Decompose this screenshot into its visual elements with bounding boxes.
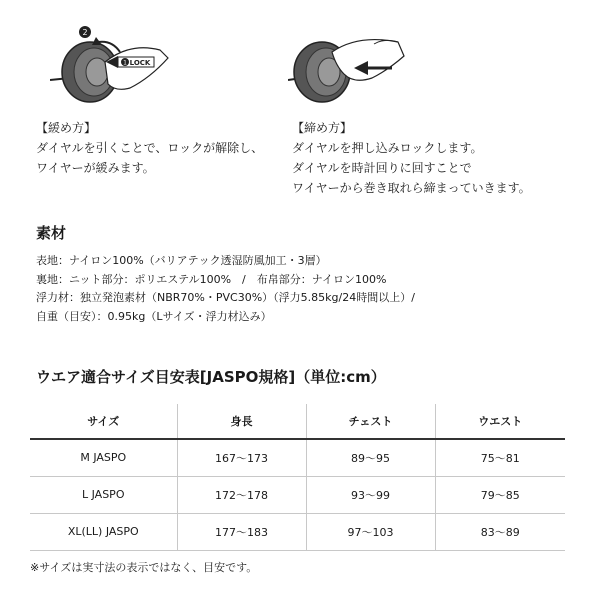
cell-size: XL(LL) JASPO <box>30 513 177 550</box>
header-size: サイズ <box>30 404 177 439</box>
header-chest: チェスト <box>306 404 435 439</box>
cell-chest: 97〜103 <box>306 513 435 550</box>
cell-waist: 83〜89 <box>435 513 565 550</box>
material-heading: 素材 <box>36 224 67 242</box>
lock-label: LOCK <box>129 59 151 67</box>
material-list <box>36 252 415 326</box>
material-line-outer: 表地：ナイロン100%（バリアテック透湿防風加工・3層） <box>36 254 327 267</box>
cell-chest: 93〜99 <box>306 476 435 513</box>
dial-loosen-illustration <box>50 22 180 112</box>
loosen-instructions <box>36 118 263 178</box>
cell-height: 172〜178 <box>177 476 306 513</box>
cell-waist: 75〜81 <box>435 439 565 476</box>
cell-height: 177〜183 <box>177 513 306 550</box>
header-height: 身長 <box>177 404 306 439</box>
loosen-line: ワイヤーが緩みます。 <box>36 161 155 175</box>
tighten-line: ダイヤルを時計回りに回すことで <box>292 161 472 175</box>
table-header-row <box>30 404 565 439</box>
dial-tighten-illustration <box>288 22 418 112</box>
loosen-title: 【緩め方】 <box>36 121 97 135</box>
cell-height: 167〜173 <box>177 439 306 476</box>
tighten-instructions <box>292 118 531 198</box>
header-waist: ウエスト <box>435 404 565 439</box>
tighten-line: ダイヤルを押し込みロックします。 <box>292 141 483 155</box>
table-row <box>30 439 565 476</box>
table-row <box>30 513 565 550</box>
table-row <box>30 476 565 513</box>
material-line-inner: 裏地：ニット部分：ポリエステル100% / 布帛部分：ナイロン100% <box>36 272 387 286</box>
material-line-weight: 自重（目安）：0.95kg（Lサイズ・浮力材込み） <box>36 309 272 323</box>
tighten-title: 【締め方】 <box>292 121 353 135</box>
material-line-float: 浮力材：独立発泡素材（NBR70%・PVC30%）（浮力5.85kg/24時間以上）/ <box>36 291 415 304</box>
size-table <box>30 404 565 551</box>
size-table-heading: ウエア適合サイズ目安表[JASPO規格]（単位:cm） <box>36 368 386 386</box>
size-note: ※サイズは実寸法の表示ではなく、目安です。 <box>30 561 258 574</box>
tighten-line: ワイヤーから巻き取れら締まっていきます。 <box>292 181 531 195</box>
cell-chest: 89〜95 <box>306 439 435 476</box>
cell-size: M JASPO <box>30 439 177 476</box>
loosen-line: ダイヤルを引くことで、ロックが解除し、 <box>36 141 264 155</box>
step-1-number: 1 <box>123 59 127 67</box>
cell-size: L JASPO <box>30 476 177 513</box>
step-2-number: 2 <box>82 28 88 37</box>
cell-waist: 79〜85 <box>435 476 565 513</box>
